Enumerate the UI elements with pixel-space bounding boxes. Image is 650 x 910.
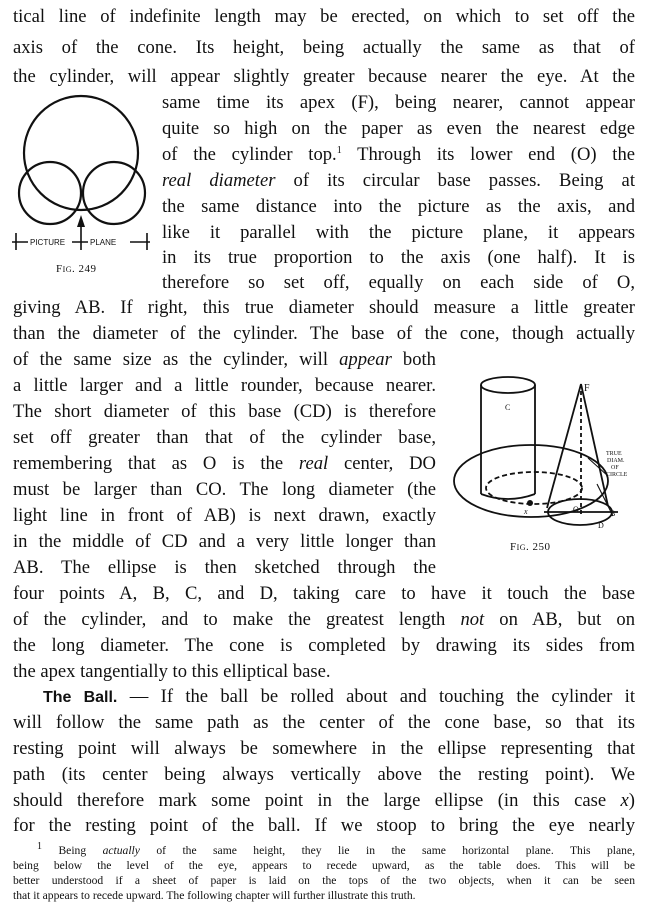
left-circle: [19, 162, 81, 224]
right-circle: [83, 162, 145, 224]
footnote-line: being below the level of the eye, appears to recede upward, as the table does. This will be: [13, 859, 635, 872]
footnote-reference: 1: [336, 144, 342, 156]
text-line: tical line of indefinite length may be erected, on which to set off the: [13, 6, 635, 27]
figure-249-caption: Fig. 249: [56, 263, 97, 275]
text-line: The Ball. — If the ball be rolled about and touching the cylinder it: [43, 686, 636, 707]
footnote-line: that it appears to recede upward. The following chapter will further illustrate this truth.: [13, 889, 416, 902]
text-line: the same distance into the picture as the axis, and: [162, 196, 635, 217]
label-x: x: [524, 507, 528, 516]
text-line: must be larger than CO. The long diameter (the: [13, 479, 436, 500]
text-line: of the cylinder, and to make the greatest length not on AB, but on: [13, 609, 635, 630]
picture-label: PICTURE: [30, 238, 66, 247]
text-line: path (its center being always vertically above the resting point). We: [13, 764, 635, 785]
text-line: real diameter of its circular base passes. Being at: [162, 170, 635, 191]
label-true: TRUE: [606, 451, 622, 457]
text-line: of the cylinder top.$^1$ Through its lower end (O) the: [162, 144, 635, 165]
text-line: the cylinder, will appear slightly greater because nearer the eye. At the: [13, 66, 635, 87]
cone-right-side: [581, 384, 608, 506]
text-line: a little larger and a little rounder, because nearer.: [13, 375, 436, 396]
text-line: The short diameter of this base (CD) is therefore: [13, 401, 436, 422]
text-line: for the resting point of the ball. If we stoop to bring the eye nearly: [13, 815, 635, 836]
text-line: remembering that as O is the real center, DO: [13, 453, 436, 474]
label-o: O: [573, 505, 579, 514]
text-line: in its true proportion to the axis (one half). It is: [162, 247, 635, 268]
figure-250-cone-cylinder: [448, 366, 638, 541]
arrow-up-icon: [77, 215, 85, 227]
text-line: therefore so set off, equally on each side of O,: [162, 272, 635, 293]
text-line: in the middle of CD and a very little longer than: [13, 531, 436, 552]
section-heading: The Ball.: [43, 689, 118, 706]
label-b: B: [610, 509, 616, 518]
text-line: the apex tangentially to this elliptical base.: [13, 661, 331, 682]
text-line: of the same size as the cylinder, will appear both: [13, 349, 436, 370]
large-ellipse: [454, 445, 608, 517]
text-line: giving AB. If right, this true diameter should measure a little greater: [13, 297, 635, 318]
text-line: resting point will always be somewhere in the ellipse representing that: [13, 738, 635, 759]
figure-249-circles: [10, 90, 160, 270]
figure-250-caption: Fig. 250: [510, 541, 551, 553]
text-line: the long diameter. The cone is completed by drawing its sides from: [13, 635, 635, 656]
label-diam: DIAM.: [607, 458, 625, 464]
label-d: D: [598, 521, 604, 530]
label-circle: CIRCLE: [606, 472, 628, 478]
text-line: light line in front of AB) is next drawn, exactly: [13, 505, 436, 526]
label-c: C: [505, 403, 511, 412]
text-line: same time its apex (F), being nearer, cannot appear: [162, 92, 635, 113]
text-line: AB. The ellipse is then sketched through the: [13, 557, 436, 578]
label-f: F: [584, 383, 590, 394]
footnote-line: $^1$ Being actually of the same height, they lie in the same horizontal plane. This plane,: [37, 841, 635, 857]
cylinder-top: [481, 377, 535, 393]
text-line: four points A, B, C, and D, taking care to have it touch the base: [13, 583, 635, 604]
text-line: than the diameter of the cylinder. The base of the cone, though actually: [13, 323, 635, 344]
text-line: like it parallel with the picture plane, it appears: [162, 222, 635, 243]
plane-label: PLANE: [90, 238, 117, 247]
text-line: axis of the cone. Its height, being actually the same as that of: [13, 37, 635, 58]
footnote-line: better understood if a sheet of paper is laid on the tops of the two objects, when it can be seen: [13, 874, 635, 887]
text-line: quite so high on the paper as even the nearest edge: [162, 118, 635, 139]
label-of: OF: [611, 465, 619, 471]
text-line: should therefore mark some point in the large ellipse (in this case x): [13, 790, 635, 811]
ball-resting-point: [527, 500, 533, 506]
text-line: set off greater than that of the cylinder base,: [13, 427, 436, 448]
text-line: will follow the same path as the center of the cone base, so that its: [13, 712, 635, 733]
